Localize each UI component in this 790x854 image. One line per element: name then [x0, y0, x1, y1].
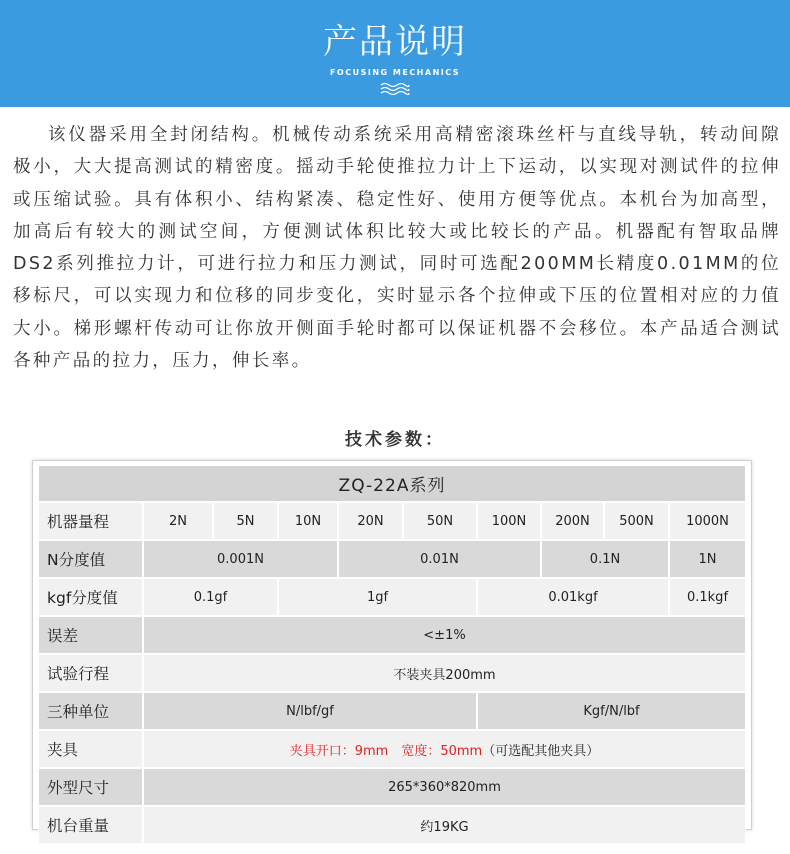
page-subtitle: FOCUSING MECHANICS — [329, 68, 461, 77]
table-cell: 1000N — [669, 502, 746, 540]
table-cell: 0.1gf — [143, 578, 278, 616]
wave-icon — [379, 82, 411, 96]
table-row-n-resolution — [38, 540, 746, 578]
table-cell: 50N — [403, 502, 477, 540]
table-row-weight — [38, 806, 746, 844]
row-label: 试验行程 — [38, 654, 143, 692]
table-cell: 2N — [143, 502, 213, 540]
fixture-note: （可选配其他夹具） — [482, 743, 600, 759]
table-row-fixture — [38, 730, 746, 768]
table-title: ZQ-22A系列 — [38, 465, 746, 502]
table-row-range — [38, 502, 746, 540]
spec-table — [38, 465, 746, 844]
table-cell: 200N — [541, 502, 604, 540]
table-cell: 0.1kgf — [669, 578, 746, 616]
table-cell: <±1% — [143, 616, 746, 654]
table-cell: 0.1N — [541, 540, 669, 578]
page-title: 产品说明 — [323, 22, 467, 62]
table-row-dimensions — [38, 768, 746, 806]
spec-heading: 技术参数： — [345, 430, 445, 450]
table-cell: 500N — [604, 502, 669, 540]
row-label: 机台重量 — [38, 806, 143, 844]
table-cell: 不装夹具200mm — [143, 654, 746, 692]
row-label: 三种单位 — [38, 692, 143, 730]
table-cell: 1N — [669, 540, 746, 578]
table-cell: 10N — [278, 502, 338, 540]
header-banner — [0, 0, 790, 107]
table-cell: Kgf/N/lbf — [477, 692, 746, 730]
table-row-stroke — [38, 654, 746, 692]
table-cell: 5N — [213, 502, 278, 540]
row-label: kgf分度值 — [38, 578, 143, 616]
row-label: 夹具 — [38, 730, 143, 768]
table-cell: 约19KG — [143, 806, 746, 844]
table-cell: 20N — [338, 502, 403, 540]
table-row-kgf-resolution — [38, 578, 746, 616]
row-label: 误差 — [38, 616, 143, 654]
row-label: 机器量程 — [38, 502, 143, 540]
row-label: 外型尺寸 — [38, 768, 143, 806]
table-cell: 100N — [477, 502, 541, 540]
table-cell: 0.01kgf — [477, 578, 669, 616]
table-cell: 265*360*820mm — [143, 768, 746, 806]
table-row-error — [38, 616, 746, 654]
row-label: N分度值 — [38, 540, 143, 578]
product-description: 该仪器采用全封闭结构。机械传动系统采用高精密滚珠丝杆与直线导轨，转动间隙极小，大大提高测试的精密度。摇动手轮使推拉力计上下运动，以实现对测试件的拉伸或压缩试验。具有体积小、结构紧凑、稳定性好、使用方便等优点。本机台为加高型，加高后有较大的测试空间，方便测试体积比较大或比较长的产品。机器配有智取品牌DS2系列推拉力计，可进行拉力和压力测试，同时可选配200MM长精度0.01MM的位移标尺，可以实现力和位移的同步变化，实时显示各个拉伸或下压的位置相对应的力值大小。梯形螺杆传动可让你放开侧面手轮时都可以保证机器不会移位。本产品适合测试各种产品的拉力，压力，伸长率。 — [13, 125, 781, 372]
fixture-spec: 夹具开口：9mm 宽度：50mm — [289, 743, 483, 759]
table-row-units — [38, 692, 746, 730]
table-cell: 0.001N — [143, 540, 338, 578]
table-cell: 0.01N — [338, 540, 541, 578]
table-cell — [143, 730, 746, 768]
table-cell: N/lbf/gf — [143, 692, 477, 730]
table-cell: 1gf — [278, 578, 477, 616]
